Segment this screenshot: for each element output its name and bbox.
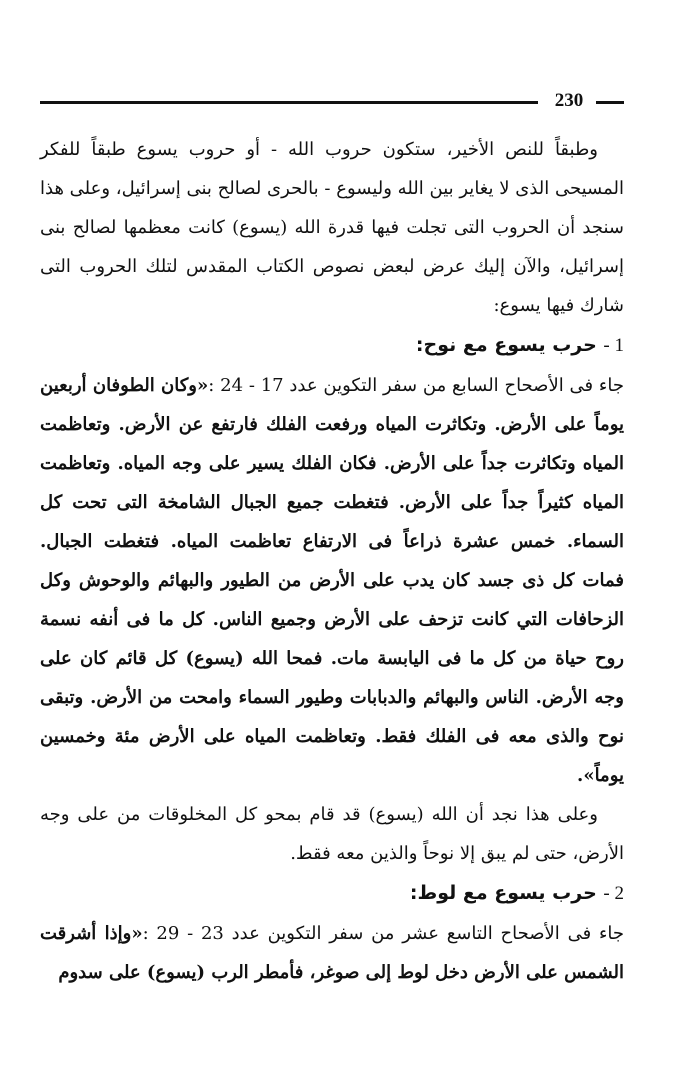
- section-heading: [40, 873, 624, 914]
- scripture-quote: [40, 366, 624, 795]
- scripture-quote: [40, 914, 624, 992]
- page-body: [40, 130, 624, 992]
- page-number: 230: [554, 90, 584, 111]
- page-header: [40, 90, 624, 110]
- section-number: 1 -: [603, 335, 624, 356]
- quote-reference: جاء فى الأصحاح التاسع عشر من سفر التكوين عدد 23 - 29 :: [142, 923, 625, 944]
- header-rule: [40, 101, 538, 104]
- section-title: حرب يسوع مع نوح:: [415, 334, 597, 356]
- header-dash: [596, 101, 624, 104]
- section-heading: [40, 325, 624, 366]
- quote-text: «وكان الطوفان أربعين يوماً على الأرض. وتكاثرت المياه ورفعت الفلك فارتفع عن الأرض. وتعاظمت المياه وتكاثرت جداً على الأرض. فكان الفلك يسير على وجه المياه. وتعاظمت المياه كثيراً جداً على الأرض. فتغطت جميع الجبال الشامخة التى تحت كل السماء. خمس عشرة ذراعاً فى الارتفاع تعاظمت المياه. فتغطت الجبال. فمات كل ذى جسد كان يدب على الأرض من الطيور والبهائم والوحوش وكل الزحافات التي كانت تزحف على الأرض وجميع الناس. كل ما فى أنفه نسمة روح حياة من كل ما فى اليابسة مات. فمحا الله (يسوع) كل قائم كان على وجه الأرض. الناس والبهائم والدبابات وطيور السماء وامحت من الأرض. وتبقى نوح والذى معه فى الفلك فقط. وتعاظمت المياه على الأرض مئة وخمسين يوماً».: [40, 375, 624, 786]
- section-number: 2 -: [603, 883, 624, 904]
- section-title: حرب يسوع مع لوط:: [409, 882, 597, 904]
- quote-reference: جاء فى الأصحاح السابع من سفر التكوين عدد 17 - 24 :: [208, 375, 624, 396]
- intro-paragraph: وطبقاً للنص الأخير، ستكون حروب الله - أو حروب يسوع طبقاً للفكر المسيحى الذى لا يغاير بين الله وليسوع - بالحرى لصالح بنى إسرائيل، وعلى هذا سنجد أن الحروب التى تجلت فيها قدرة الله (يسوع) كانت معظمها لصالح بنى إسرائيل، والآن إليك عرض لبعض نصوص الكتاب المقدس لتلك الحروب التى شارك فيها يسوع:: [40, 139, 624, 316]
- commentary-paragraph: وعلى هذا نجد أن الله (يسوع) قد قام بمحو كل المخلوقات من على وجه الأرض، حتى لم يبق إلا نوحاً والذين معه فقط.: [40, 804, 624, 864]
- quote-text: «وإذا أشرقت الشمس على الأرض دخل لوط إلى صوغر، فأمطر الرب (يسوع) على سدوم: [40, 923, 624, 983]
